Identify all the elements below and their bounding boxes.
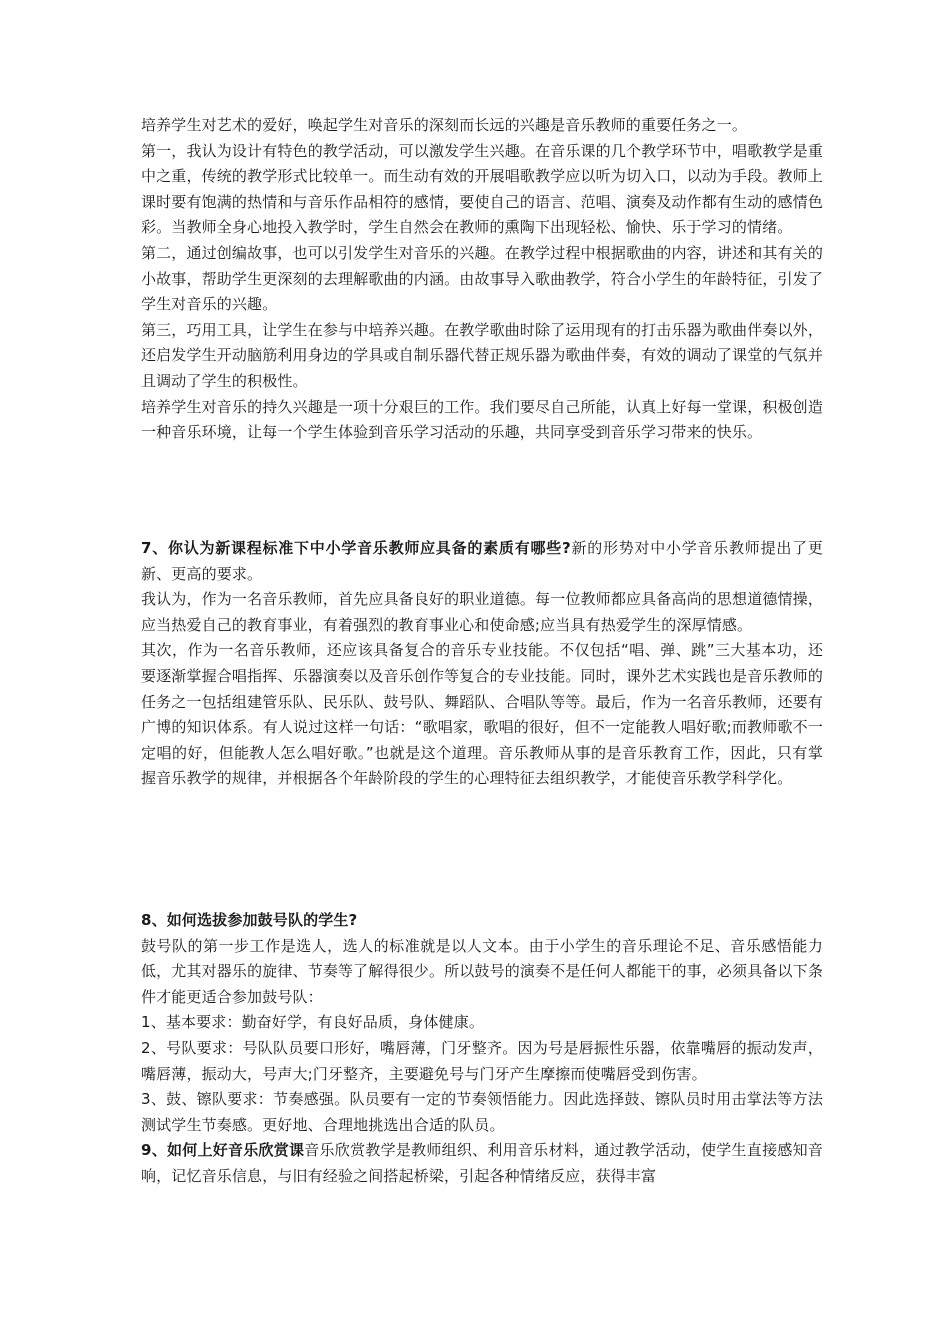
question-heading: 8、如何选拔参加鼓号队的学生?: [141, 911, 358, 929]
paragraph: 第一，我认为设计有特色的教学活动，可以激发学生兴趣。在音乐课的几个教学环节中，唱歌教学是重中之重，传统的教学形式比较单一。而生动有效的开展唱歌教学应以听为切入口，以动为手段。教师上课时要有饱满的热情和与音乐作品相符的感情，要使自己的语言、范唱、演奏及动作都有生动的感情色彩。当教师全身心地投入教学时，学生自然会在教师的熏陶下出现轻松、愉快、乐于学习的情绪。: [141, 141, 823, 237]
section-7: [141, 536, 823, 792]
question-paragraph: [141, 1138, 823, 1189]
paragraph: 培养学生对音乐的持久兴趣是一项十分艰巨的工作。我们要尽自己所能，认真上好每一堂课，积极创造一种音乐环境，让每一个学生体验到音乐学习活动的乐趣，共同享受到音乐学习带来的快乐。: [141, 397, 823, 442]
paragraph: 培养学生对艺术的爱好，唤起学生对音乐的深刻而长远的兴趣是音乐教师的重要任务之一。: [141, 116, 748, 134]
paragraph: 1、基本要求：勤奋好学，有良好品质，身体健康。: [141, 1013, 484, 1032]
paragraph: 其次，作为一名音乐教师，还应该具备复合的音乐专业技能。不仅包括“唱、弹、跳”三大基本功，还要逐渐掌握合唱指挥、乐器演奏以及音乐创作等复合的专业技能。同时，课外艺术实践也是音乐教师的任务之一包括组建管乐队、民乐队、鼓号队、舞蹈队、合唱队等等。最后，作为一名音乐教师，还要有广博的知识体系。有人说过这样一句话：“歌唱家，歌唱的很好，但不一定能教人唱好歌;而教师歌不一定唱的好，但能教人怎么唱好歌。”也就是这个道理。音乐教师从事的是音乐教育工作，因此，只有掌握音乐教学的规律，并根据各个年龄阶段的学生的心理特征去组织教学，才能使音乐教学科学化。: [141, 641, 823, 788]
question-continuation: 新的形势对中小学音乐教师提出了更新、更高的要求。: [141, 539, 823, 583]
question-paragraph: [141, 536, 823, 587]
paragraph: 第三，巧用工具，让学生在参与中培养兴趣。在教学歌曲时除了运用现有的打击乐器为歌曲伴奏以外，还启发学生开动脑筋利用身边的学具或自制乐器代替正规乐器为歌曲伴奏，有效的调动了课堂的气氛并且调动了学生的积极性。: [141, 320, 823, 390]
paragraph: 第二，通过创编故事，也可以引发学生对音乐的兴趣。在教学过程中根据歌曲的内容，讲述和其有关的小故事，帮助学生更深刻的去理解歌曲的内涵。由故事导入歌曲教学，符合小学生的年龄特征，引发了学生对音乐的兴趣。: [141, 243, 823, 314]
question-heading: 7、你认为新课程标准下中小学音乐教师应具备的素质有哪些?: [141, 539, 571, 557]
section-8: [141, 908, 823, 1190]
paragraph: 3、鼓、镲队要求：节奏感强。队员要有一定的节奏领悟能力。因此选择鼓、镲队员时用击掌法等方法测试学生节奏感。更好地、合理地挑选出合适的队员。: [141, 1090, 823, 1134]
question-heading: 9、如何上好音乐欣赏课: [141, 1141, 305, 1160]
section-intro: [141, 113, 823, 446]
paragraph: 鼓号队的第一步工作是选人，选人的标准就是以人文本。由于小学生的音乐理论不足、音乐感悟能力低，尤其对器乐的旋律、节奏等了解得很少。所以鼓号的演奏不是任何人都能干的事，必须具备以下条件才能更适合参加鼓号队：: [141, 936, 823, 1006]
paragraph: 2、号队要求：号队队员要口形好，嘴唇薄，门牙整齐。因为号是唇振性乐器，依靠嘴唇的振动发声，嘴唇薄，振动大，号声大;门牙整齐，主要避免号与门牙产生摩擦而使嘴唇受到伤害。: [141, 1038, 823, 1083]
question-continuation: 音乐欣赏教学是教师组织、利用音乐材料，通过教学活动，使学生直接感知音响，记忆音乐信息，与旧有经验之间搭起桥梁，引起各种情绪反应，获得丰富: [141, 1141, 823, 1185]
paragraph: 我认为，作为一名音乐教师，首先应具备良好的职业道德。每一位教师都应具备高尚的思想道德情操，应当热爱自己的教育事业，有着强烈的教育事业心和使命感;应当具有热爱学生的深厚情感。: [141, 590, 823, 634]
